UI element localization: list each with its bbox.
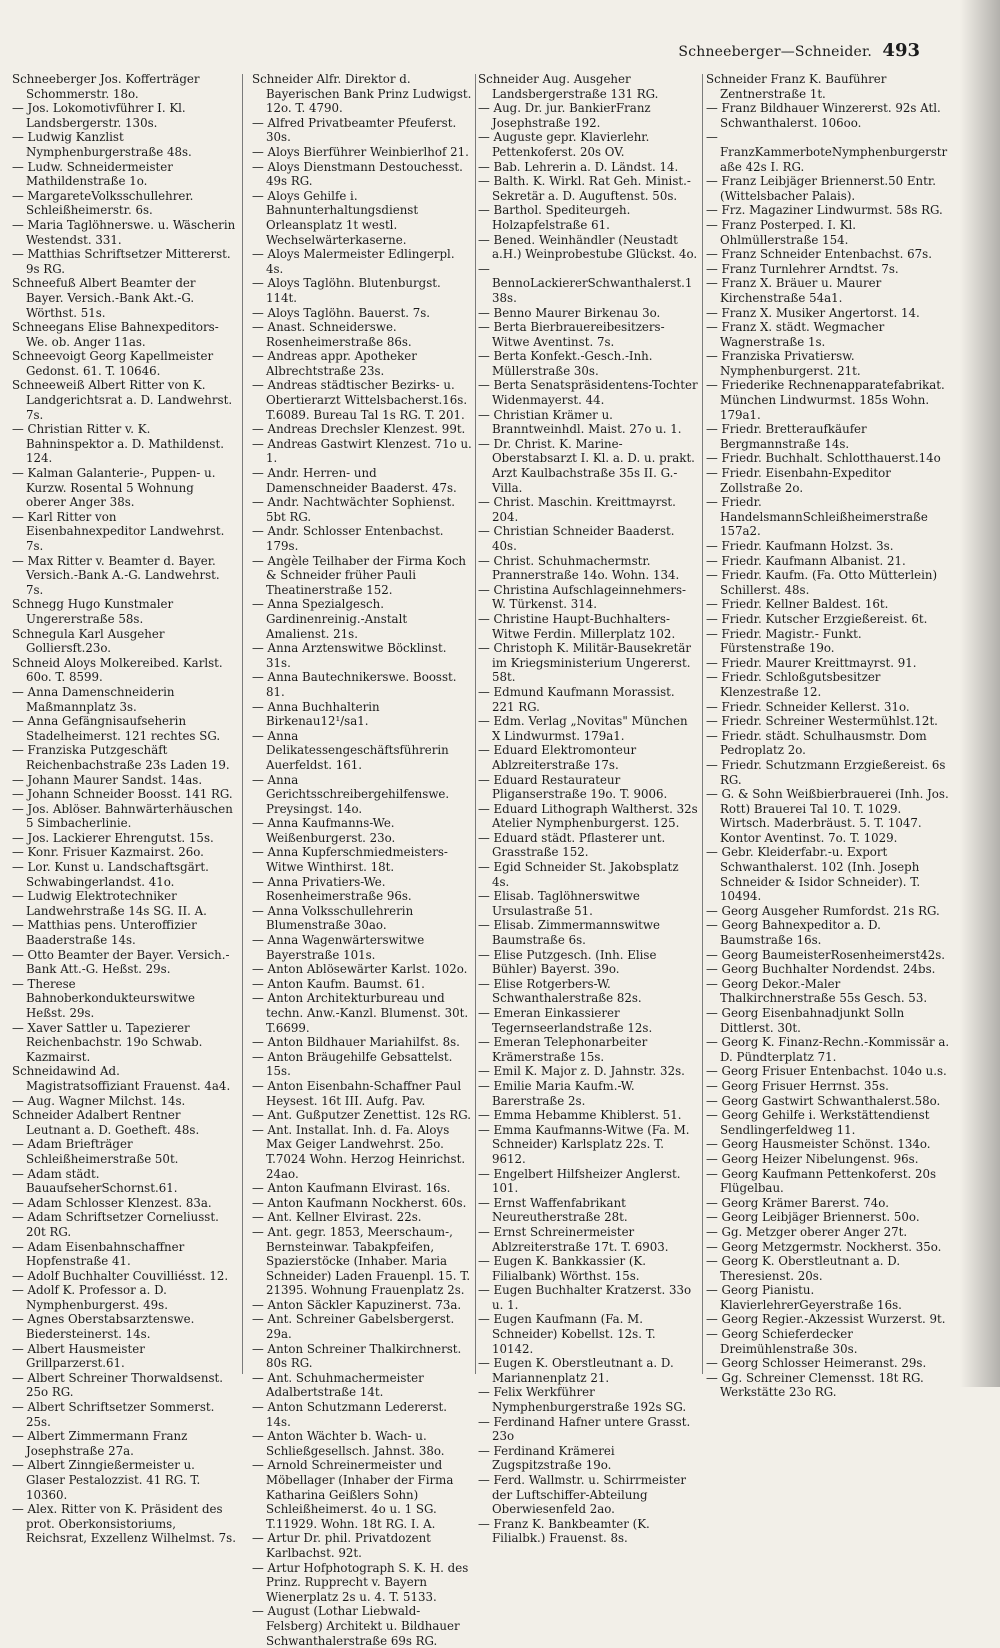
- directory-entry: — Anton Bräugehilfe Gebsattelst. 15s.: [252, 1049, 453, 1079]
- directory-entry: — Emma Hebamme Khiblerst. 51.: [478, 1108, 682, 1123]
- directory-entry: — Eugen K. Bankkassier (K. Filialbank) Wörthst. 15s.: [478, 1254, 646, 1283]
- directory-entry: — Gg. Schreiner Clemensst. 18t RG. Werkstätte 23o RG.: [706, 1370, 924, 1400]
- directory-entry: — Eugen Buchhalter Kratzerst. 33o u. 1.: [478, 1283, 692, 1312]
- directory-entry: — Franz Turnlehrer Arndtst. 7s.: [706, 261, 899, 276]
- directory-entry: — Benno Maurer Birkenau 3o.: [478, 305, 661, 320]
- directory-entry: — Georg Schlosser Heimeranst. 29s.: [706, 1356, 927, 1371]
- directory-entry: — Aug. Wagner Milchst. 14s.: [12, 1093, 186, 1108]
- directory-entry: — Andr. Nachtwächter Sophienst. 5bt RG.: [252, 495, 456, 524]
- directory-entry: — Andreas appr. Apotheker Albrechtstraße 23s.: [252, 349, 417, 378]
- directory-entry: — Christ. Schuhmachermstr. Prannerstraße 14o. Wohn. 134.: [478, 553, 680, 583]
- directory-entry: — Georg Frisuer Entenbachst. 104o u.s.: [706, 1064, 947, 1079]
- directory-entry: — Christian Schneider Baaderst. 40s.: [478, 524, 675, 553]
- directory-entry: — Aloys Taglöhn. Bauerst. 7s.: [252, 305, 431, 320]
- directory-entry: — Emma Kaufmanns-Witwe (Fa. M. Schneider) Karlsplatz 22s. T. 9612.: [478, 1122, 690, 1166]
- directory-entry: — Alfred Privatbeamter Pfeuferst. 30s.: [252, 115, 457, 145]
- directory-entry: — Karl Ritter von Eisenbahnexpeditor Landwehrst. 7s.: [12, 509, 225, 553]
- directory-entry: — Edm. Verlag „Novitas" München X Lindwurmst. 179a1.: [478, 714, 688, 743]
- page-header: [0, 38, 960, 68]
- directory-entry: — Lor. Kunst u. Landschaftsgärt. Schwabingerlandst. 41o.: [12, 860, 209, 889]
- directory-entry: — Anton Schutzmann Ledererst. 14s.: [252, 1400, 448, 1429]
- directory-entry: — Gebr. Kleiderfabr.-u. Export Schwanthalerst. 102 (Inh. Joseph Schneider & Isidor Schneider). T. 10494.: [706, 845, 921, 904]
- directory-entry: — Georg Frisuer Herrnst. 35s.: [706, 1078, 889, 1093]
- directory-entry: — Friedr. städt. Schulhausmstr. Dom Pedroplatz 2o.: [706, 728, 927, 758]
- directory-entry: — Franz Posterped. I. Kl. Ohlmüllerstraße 154.: [706, 217, 857, 247]
- directory-entry: — Ernst Waffenfabrikant Neureutherstraße 28t.: [478, 1195, 628, 1225]
- directory-entry: — Friedr. Buchhalt. Schlotthauerst.14o: [706, 451, 941, 466]
- directory-entry: — Bened. Weinhändler (Neustadt a.H.) Weinprobestube Glückst. 4o.: [478, 232, 698, 262]
- directory-entry: — Elisab. Taglöhnerswitwe Ursulastraße 51.: [478, 889, 640, 918]
- directory-entry: — Aloys Taglöhn. Blutenburgst. 114t.: [252, 276, 441, 305]
- directory-entry: Schneeweiß Albert Ritter von K. Landgerichtsrat a. D. Landwehrst. 7s.: [12, 378, 233, 422]
- directory-entry: — Adam Schriftsetzer Corneliusst. 20t RG.: [12, 1210, 219, 1239]
- directory-entry: — Anton Kaufm. Baumst. 61.: [252, 976, 425, 991]
- directory-entry: — Ant. Gußputzer Zenettist. 12s RG.: [252, 1108, 472, 1123]
- directory-entry: Schneider Alfr. Direktor d. Bayerischen Bank Prinz Ludwigst. 12o. T. 4790.: [252, 72, 472, 116]
- directory-column-4: [706, 72, 950, 1400]
- directory-entry: — Franziska Privatiersw. Nymphenburgerst. 21t.: [706, 349, 861, 378]
- directory-entry: — Franz Bildhauer Winzererst. 92s Atl. Schwanthalerst. 106oo.: [706, 101, 941, 130]
- directory-entry: — Matthias pens. Unteroffizier Baaderstraße 14s.: [12, 918, 197, 948]
- directory-entry: — FranzKammerboteNymphenburgerstraße 42s I. RG.: [706, 130, 948, 174]
- directory-entry: — Friederike Rechnenapparatefabrikat. München Lindwurmst. 185s Wohn. 179a1.: [706, 378, 945, 422]
- directory-entry: — Christina Aufschlageinnehmers-W. Türkenst. 314.: [478, 582, 687, 612]
- directory-entry: — Christian Krämer u. Branntweinhdl. Maist. 27o u. 1.: [478, 407, 682, 437]
- directory-entry: — Georg Krämer Barerst. 74o.: [706, 1195, 889, 1210]
- directory-entry: — Georg K. Oberstleutnant a. D. Theresienst. 20s.: [706, 1254, 901, 1283]
- directory-entry: — Georg Buchhalter Nordendst. 24bs.: [706, 962, 936, 977]
- directory-entry: — Johann Schneider Boosst. 141 RG.: [12, 787, 233, 802]
- directory-entry: — Georg Gehilfe i. Werkstättendienst Sendlingerfeldweg 11.: [706, 1108, 930, 1137]
- directory-entry: — Anton Eisenbahn-Schaffner Paul Heysest. 16t III. Aufg. Pav.: [252, 1078, 462, 1108]
- directory-entry: — Friedr. Schneider Kellerst. 31o.: [706, 699, 910, 714]
- directory-entry: — Eduard Elektromonteur Ablzreiterstraße 17s.: [478, 743, 637, 772]
- directory-entry: — Aug. Dr. jur. BankierFranz Josephstraße 192.: [478, 101, 651, 130]
- directory-columns: [0, 72, 960, 1648]
- directory-entry: — Friedr. HandelsmannSchleißheimerstraße 157a2.: [706, 495, 928, 539]
- directory-entry: — Anton Kaufmann Elvirast. 16s.: [252, 1181, 451, 1196]
- directory-entry: — Friedr. Kaufm. (Fa. Otto Mütterlein) Schillerst. 48s.: [706, 568, 938, 597]
- directory-entry: — Franz K. Bankbeamter (K. Filialbk.) Frauenst. 8s.: [478, 1516, 650, 1546]
- directory-entry: — Georg Pianistu. KlavierlehrerGeyerstraße 16s.: [706, 1283, 902, 1312]
- directory-entry: — Bab. Lehrerin a. D. Ländst. 14.: [478, 159, 679, 174]
- directory-entry: — Aloys Bierführer Weinbierlhof 21.: [252, 144, 469, 159]
- directory-entry: — Georg Metzgermstr. Nockherst. 35o.: [706, 1239, 942, 1254]
- directory-column-3: [478, 72, 698, 1546]
- directory-entry: — Christoph K. Militär-Bausekretär im Kriegsministerium Ungererst. 58t.: [478, 641, 692, 685]
- directory-entry: — Christine Haupt-Buchhalters-Witwe Ferdin. Millerplatz 102.: [478, 611, 676, 641]
- directory-entry: — Johann Maurer Sandst. 14as.: [12, 772, 203, 787]
- directory-entry: — Franz Schneider Entenbachst. 67s.: [706, 247, 932, 262]
- directory-entry: — Franz X. städt. Wegmacher Wagnerstraße 1s.: [706, 320, 885, 349]
- directory-entry: — Berta Senatspräsidentens-Tochter Widenmayerst. 44.: [478, 378, 698, 408]
- directory-entry: — Albert Schriftsetzer Sommerst. 25s.: [12, 1400, 215, 1429]
- directory-entry: — Adolf K. Professor a. D. Nymphenburgerst. 49s.: [12, 1283, 168, 1312]
- directory-column-1: [12, 72, 236, 1546]
- directory-entry: — Aloys Malermeister Edlingerpl. 4s.: [252, 247, 455, 276]
- page-number: 493: [882, 40, 920, 61]
- directory-entry: — Anna Gefängnisaufseherin Stadelheimerst. 121 rechtes SG.: [12, 714, 221, 743]
- directory-entry: — Anna Kupferschmiedmeisters-Witwe Winthirst. 18t.: [252, 845, 448, 875]
- directory-entry: — Franz X. Bräuer u. Maurer Kirchenstraße 54a1.: [706, 276, 882, 305]
- directory-entry: — Engelbert Hilfsheizer Anglerst. 101.: [478, 1166, 681, 1196]
- directory-entry: — Anton Architekturbureau und techn. Anw.-Kanzl. Blumenst. 30t. T.6699.: [252, 991, 469, 1035]
- directory-entry: — Friedr. Magistr.- Funkt. Fürstenstraße 19o.: [706, 626, 862, 656]
- directory-entry: — Anna Privatiers-We. Rosenheimerstraße 96s.: [252, 874, 412, 904]
- directory-entry: — Friedr. Schreiner Westermühlst.12t.: [706, 714, 938, 729]
- page-edge-shadow: [960, 0, 1000, 1387]
- directory-entry: — Agnes Oberstabsarztenswe. Biedersteinerst. 14s.: [12, 1312, 195, 1342]
- directory-entry: — Eduard städt. Pflasterer unt. Grasstraße 152.: [478, 830, 666, 860]
- directory-entry: — Franziska Putzgeschäft Reichenbachstraße 23s Laden 19.: [12, 743, 230, 772]
- directory-entry: — Anna Buchhalterin Birkenau12¹/sa1.: [252, 699, 380, 729]
- directory-entry: Schnegg Hugo Kunstmaler Ungererstraße 58s.: [12, 597, 174, 626]
- directory-entry: — Georg Hausmeister Schönst. 134o.: [706, 1137, 931, 1152]
- directory-entry: — Eduard Lithograph Waltherst. 32s Atelier Nymphenburgerst. 125.: [478, 801, 698, 831]
- directory-entry: — Ant. Schuhmachermeister Adalbertstraße 14t.: [252, 1370, 424, 1400]
- directory-entry: — Aloys Dienstmann Destouchesst. 49s RG.: [252, 159, 463, 189]
- directory-entry: — Friedr. Kaufmann Holzst. 3s.: [706, 539, 894, 553]
- directory-entry: — Adolf Buchhalter Couvilliésst. 12.: [12, 1268, 229, 1283]
- directory-entry: — Anast. Schneiderswe. Rosenheimerstraße 86s.: [252, 320, 412, 349]
- directory-entry: — Adam städt. BauaufseherSchornst.61.: [12, 1166, 178, 1196]
- directory-entry: — Friedr. Schutzmann Erzgießereist. 6s RG.: [706, 757, 946, 787]
- directory-entry: — Friedr. Kaufmann Albanist. 21.: [706, 553, 906, 568]
- directory-entry: — Eugen K. Oberstleutnant a. D. Mariannenplatz 21.: [478, 1356, 674, 1385]
- directory-entry: — Artur Hofphotograph S. K. H. des Prinz. Rupprecht v. Bayern Wienerplatz 2s u. 4. T. 5133.: [252, 1560, 469, 1604]
- directory-entry: — Anna Damenschneiderin Maßmannplatz 3s.: [12, 684, 175, 714]
- directory-entry: — Alex. Ritter von K. Präsident des prot. Oberkonsistoriums, Reichsrat, Exzellenz Wilhelmst. 7s.: [12, 1502, 236, 1546]
- directory-entry: — MargareteVolksschullehrer. Schleißheimerstr. 6s.: [12, 188, 194, 218]
- directory-entry: Schneider Aug. Ausgeher Landsbergerstraße 131 RG.: [478, 72, 659, 101]
- directory-entry: — Georg Schieferdecker Dreimühlenstraße 30s.: [706, 1327, 858, 1356]
- directory-entry: — Andr. Schlosser Entenbachst. 179s.: [252, 524, 444, 553]
- directory-entry: — Albert Hausmeister Grillparzerst.61.: [12, 1341, 145, 1371]
- directory-entry: — Angèle Teilhaber der Firma Koch & Schneider früher Pauli Theatinerstraße 152.: [252, 553, 467, 597]
- directory-entry: — Anton Kaufmann Nockherst. 60s.: [252, 1195, 467, 1210]
- directory-entry: — Konr. Frisuer Kazmairst. 26o.: [12, 845, 204, 860]
- directory-entry: — Edmund Kaufmann Morassist. 221 RG.: [478, 684, 675, 714]
- directory-entry: — Georg BaumeisterRosenheimerst42s.: [706, 947, 946, 962]
- directory-entry: — Ant. Schreiner Gabelsbergerst. 29a.: [252, 1312, 455, 1342]
- directory-entry: — Franz Leibjäger Briennerst.50 Entr. (Wittelsbacher Palais).: [706, 174, 936, 203]
- directory-entry: — Therese Bahnoberkondukteurswitwe Heßst. 29s.: [12, 976, 196, 1020]
- directory-entry: — Kalman Galanterie-, Puppen- u. Kurzw. Rosental 5 Wohnung oberer Anger 38s.: [12, 466, 216, 510]
- directory-entry: — Anton Säckler Kapuzinerst. 73a.: [252, 1297, 462, 1312]
- directory-entry: Schneeberger Jos. Kofferträger Schommerstr. 18o.: [12, 72, 200, 101]
- directory-entry: — Anton Ablösewärter Karlst. 102o.: [252, 962, 468, 977]
- directory-entry: — Arnold Schreinermeister und Möbellager (Inhaber der Firma Katharina Geißlers Sohn) Schleißheimerst. 4o u. 1 SG. T.11929. Wohn. 18t RG. I. A.: [252, 1458, 454, 1531]
- directory-entry: — Matthias Schriftsetzer Mittererst. 9s RG.: [12, 247, 231, 276]
- directory-entry: — Ant. Installat. Inh. d. Fa. Aloys Max Geiger Landwehrst. 25o. T.7024 Wohn. Herzog Heinrichst. 24ao.: [252, 1122, 466, 1181]
- directory-entry: — Andr. Herren- und Damenschneider Baaderst. 47s.: [252, 466, 457, 495]
- directory-entry: — Otto Beamter der Bayer. Versich.-Bank Att.-G. Heßst. 29s.: [12, 947, 230, 977]
- directory-entry: Schneegans Elise Bahnexpeditors-We. ob. Anger 11as.: [12, 320, 219, 349]
- directory-entry: — Aloys Gehilfe i. Bahnunterhaltungsdienst Orleansplatz 1t westl. Wechselwärterkaserne.: [252, 188, 419, 247]
- directory-entry: — G. & Sohn Weißbierbrauerei (Inh. Jos. Rott) Brauerei Tal 10. T. 1029. Wirtsch. Maderbräust. 5. T. 1047. Kontor Aventinst. 7o. T. 1029.: [706, 787, 949, 845]
- directory-entry: Schnegula Karl Ausgeher Golliersft.23o.: [12, 626, 165, 656]
- directory-entry: — Adam Eisenbahnschaffner Hopfenstraße 41.: [12, 1239, 185, 1269]
- directory-column-2: [252, 72, 474, 1648]
- directory-entry: — Xaver Sattler u. Tapezierer Reichenbachstr. 19o Schwab. Kazmairst.: [12, 1020, 203, 1064]
- directory-entry: — Ferd. Wallmstr. u. Schirrmeister der Luftschiffer-Abteilung Oberwiesenfeld 2ao.: [478, 1473, 687, 1517]
- directory-entry: — Eugen Kaufmann (Fa. M. Schneider) Kobellst. 12s. T. 10142.: [478, 1312, 656, 1356]
- directory-entry: — Albert Zimmermann Franz Josephstraße 27a.: [12, 1429, 188, 1458]
- directory-entry: — Felix Werkführer Nymphenburgerstraße 192s SG.: [478, 1385, 687, 1415]
- directory-entry: Schneider Adalbert Rentner Leutnant a. D. Goetheft. 48s.: [12, 1108, 200, 1137]
- directory-entry: — Ferdinand Hafner untere Grasst. 23o: [478, 1414, 691, 1444]
- directory-entry: — BennoLackiererSchwanthalerst.138s.: [478, 261, 693, 305]
- directory-entry: — Auguste gepr. Klavierlehr. Pettenkoferst. 20s OV.: [478, 130, 650, 159]
- directory-entry: — Anton Wächter b. Wach- u. Schließgesellsch. Jahnst. 38o.: [252, 1429, 445, 1458]
- directory-entry: — Anna Volksschullehrerin Blumenstraße 30ao.: [252, 903, 414, 933]
- directory-entry: — Emeran Telephonarbeiter Krämerstraße 15s.: [478, 1035, 648, 1064]
- directory-entry: — Georg Bahnexpeditor a. D. Baumstraße 16s.: [706, 918, 881, 948]
- directory-entry: — Ferdinand Krämerei Zugspitzstraße 19o.: [478, 1443, 615, 1473]
- directory-entry: Schneider Franz K. Bauführer Zentnerstraße 1t.: [706, 72, 887, 101]
- directory-entry: — Berta Konfekt.-Gesch.-Inh. Müllerstraße 30s.: [478, 349, 653, 378]
- directory-entry: — Friedr. Maurer Kreittmayrst. 91.: [706, 655, 917, 670]
- directory-entry: — Egid Schneider St. Jakobsplatz 4s.: [478, 860, 679, 889]
- directory-entry: — Maria Taglöhnerswe. u. Wäscherin Westendst. 331.: [12, 217, 236, 247]
- directory-entry: — Elise Rotgerbers-W. Schwanthalerstraße 82s.: [478, 976, 642, 1006]
- directory-entry: — Anna Wagenwärterswitwe Bayerstraße 101s.: [252, 933, 425, 962]
- running-head: Schneeberger—Schneider.: [678, 44, 872, 60]
- directory-entry: — Georg Eisenbahnadjunkt Solln Dittlerst. 30t.: [706, 1006, 905, 1035]
- directory-entry: — Franz X. Musiker Angertorst. 14.: [706, 305, 920, 320]
- directory-entry: — Anton Schreiner Thalkirchnerst. 80s RG.: [252, 1341, 462, 1371]
- directory-entry: — Max Ritter v. Beamter d. Bayer. Versich.-Bank A.-G. Landwehrst. 7s.: [12, 553, 220, 597]
- directory-entry: Schneid Aloys Molkereibed. Karlst. 60o. T. 8599.: [12, 655, 223, 685]
- directory-entry: — Ludwig Kanzlist Nymphenburgerstraße 48s.: [12, 130, 192, 159]
- directory-entry: — Gg. Metzger oberer Anger 27t.: [706, 1224, 908, 1239]
- directory-entry: — Jos. Lokomotivführer I. Kl. Landsbergerstr. 130s.: [12, 101, 186, 130]
- directory-entry: — Adam Briefträger Schleißheimerstraße 50t.: [12, 1137, 179, 1166]
- directory-entry: — Andreas Drechsler Klenzest. 99t.: [252, 422, 466, 437]
- directory-entry: — Albert Schreiner Thorwaldsenst. 25o RG.: [12, 1370, 223, 1400]
- directory-entry: — Anna Arztenswitwe Böcklinst. 31s.: [252, 641, 447, 670]
- directory-entry: — Georg Gastwirt Schwanthalerst.58o.: [706, 1093, 941, 1108]
- directory-entry: — Andreas städtischer Bezirks- u. Obertierarzt Wittelsbacherst.16s. T.6089. Bureau Tal 1s RG. T. 201.: [252, 378, 468, 422]
- directory-entry: — Dr. Christ. K. Marine-Oberstabsarzt I. Kl. a. D. u. prakt. Arzt Kaulbachstraße 35s II. G.-Villa.: [478, 436, 695, 495]
- directory-entry: Schneefuß Albert Beamter der Bayer. Versich.-Bank Akt.-G. Wörthst. 51s.: [12, 276, 196, 320]
- directory-entry: — Anna Bautechnikerswe. Boosst. 81.: [252, 670, 457, 699]
- directory-entry: — Friedr. Kellner Baldest. 16t.: [706, 597, 889, 612]
- directory-entry: — Jos. Ablöser. Bahnwärterhäuschen 5 Simbacherlinie.: [12, 801, 233, 831]
- directory-entry: — Christian Ritter v. K. Bahninspektor a. D. Mathildenst. 124.: [12, 422, 224, 466]
- directory-entry: — Barthol. Spediteurgeh. Holzapfelstraße 61.: [478, 203, 631, 232]
- directory-entry: — Ant. Kellner Elvirast. 22s.: [252, 1210, 422, 1225]
- directory-entry: — Friedr. Schloßgutsbesitzer Klenzestraße 12.: [706, 670, 881, 699]
- directory-entry: — Friedr. Bretteraufkäufer Bergmannstraße 14s.: [706, 422, 867, 451]
- directory-entry: — Ernst Schreinermeister Ablzreiterstraße 17t. T. 6903.: [478, 1224, 669, 1254]
- directory-entry: — Emeran Einkassierer Tegernseerlandstraße 12s.: [478, 1006, 653, 1035]
- directory-entry: — Berta Bierbrauereibesitzers-Witwe Aventinst. 7s.: [478, 320, 665, 349]
- directory-entry: — Artur Dr. phil. Privatdozent Karlbachst. 92t.: [252, 1531, 431, 1560]
- directory-entry: Schneidawind Ad. Magistratsoffiziant Frauenst. 4a4.: [12, 1064, 231, 1093]
- directory-entry: — Andreas Gastwirt Klenzest. 71o u. 1.: [252, 436, 472, 466]
- directory-entry: — Albert Zinngießermeister u. Glaser Pestalozzist. 41 RG. T. 10360.: [12, 1458, 201, 1502]
- directory-entry: — Ant. gegr. 1853, Meerschaum-, Bernsteinwar. Tabakpfeifen, Spazierstöcke (Inhaber. Maria Schneider) Laden Frauenpl. 15. T. 21395. Wohnung Frauenplatz 2s.: [252, 1224, 471, 1298]
- directory-entry: — August (Lothar Liebwald-Felsberg) Architekt u. Bildhauer Schwanthalerstraße 69s RG.: [252, 1604, 460, 1648]
- directory-entry: — Georg Kaufmann Pettenkoferst. 20s Flügelbau.: [706, 1166, 937, 1196]
- directory-entry: — Anton Bildhauer Mariahilfst. 8s.: [252, 1035, 460, 1050]
- directory-entry: — Elise Putzgesch. (Inh. Elise Bühler) Bayerst. 39o.: [478, 947, 657, 977]
- directory-entry: — Frz. Magaziner Lindwurmst. 58s RG.: [706, 203, 943, 218]
- directory-entry: — Georg K. Finanz-Rechn.-Kommissär a. D. Pündterplatz 71.: [706, 1035, 950, 1064]
- directory-entry: — Emilie Maria Kaufm.-W. Barerstraße 2s.: [478, 1078, 635, 1108]
- directory-entry: — Anna Delikatessengeschäftsführerin Auerfeldst. 161.: [252, 728, 449, 772]
- directory-entry: — Ludw. Schneidermeister Mathildenstraße 1o.: [12, 159, 173, 189]
- directory-entry: Schneevoigt Georg Kapellmeister Gedonst. 61. T. 10646.: [12, 349, 214, 378]
- directory-entry: — Christ. Maschin. Kreittmayrst. 204.: [478, 495, 676, 524]
- directory-entry: — Anna Gerichtsschreibergehilfenswe. Preysingst. 14o.: [252, 772, 450, 816]
- directory-entry: — Eduard Restaurateur Pliganserstraße 19o. T. 9006.: [478, 772, 668, 802]
- directory-entry: — Adam Schlosser Klenzest. 83a.: [12, 1195, 212, 1210]
- directory-entry: — Elisab. Zimmermannswitwe Baumstraße 6s.: [478, 918, 660, 948]
- directory-entry: — Ludwig Elektrotechniker Landwehrstraße 14s SG. II. A.: [12, 889, 207, 918]
- directory-entry: — Georg Ausgeher Rumfordst. 21s RG.: [706, 903, 940, 918]
- directory-entry: — Emil K. Major z. D. Jahnstr. 32s.: [478, 1064, 685, 1079]
- directory-entry: — Georg Regier.-Akzessist Wurzerst. 9t.: [706, 1312, 946, 1327]
- directory-entry: — Balth. K. Wirkl. Rat Geh. Minist.-Sekretär a. D. Auguftenst. 50s.: [478, 174, 691, 203]
- directory-entry: — Georg Heizer Nibelungenst. 96s.: [706, 1151, 919, 1166]
- directory-entry: — Jos. Lackierer Ehrengutst. 15s.: [12, 830, 214, 845]
- directory-entry: — Anna Kaufmanns-We. Weißenburgerst. 23o.: [252, 816, 396, 845]
- directory-entry: — Georg Dekor.-Maler Thalkirchnerstraße 55s Gesch. 53.: [706, 976, 928, 1006]
- directory-entry: — Anna Spezialgesch. Gardinenreinig.-Anstalt Amalienst. 21s.: [252, 597, 408, 641]
- directory-entry: — Friedr. Kutscher Erzgießereist. 6t.: [706, 611, 928, 626]
- directory-entry: — Friedr. Eisenbahn-Expeditor Zollstraße 2o.: [706, 466, 891, 495]
- directory-entry: — Georg Leibjäger Briennerst. 50o.: [706, 1210, 920, 1225]
